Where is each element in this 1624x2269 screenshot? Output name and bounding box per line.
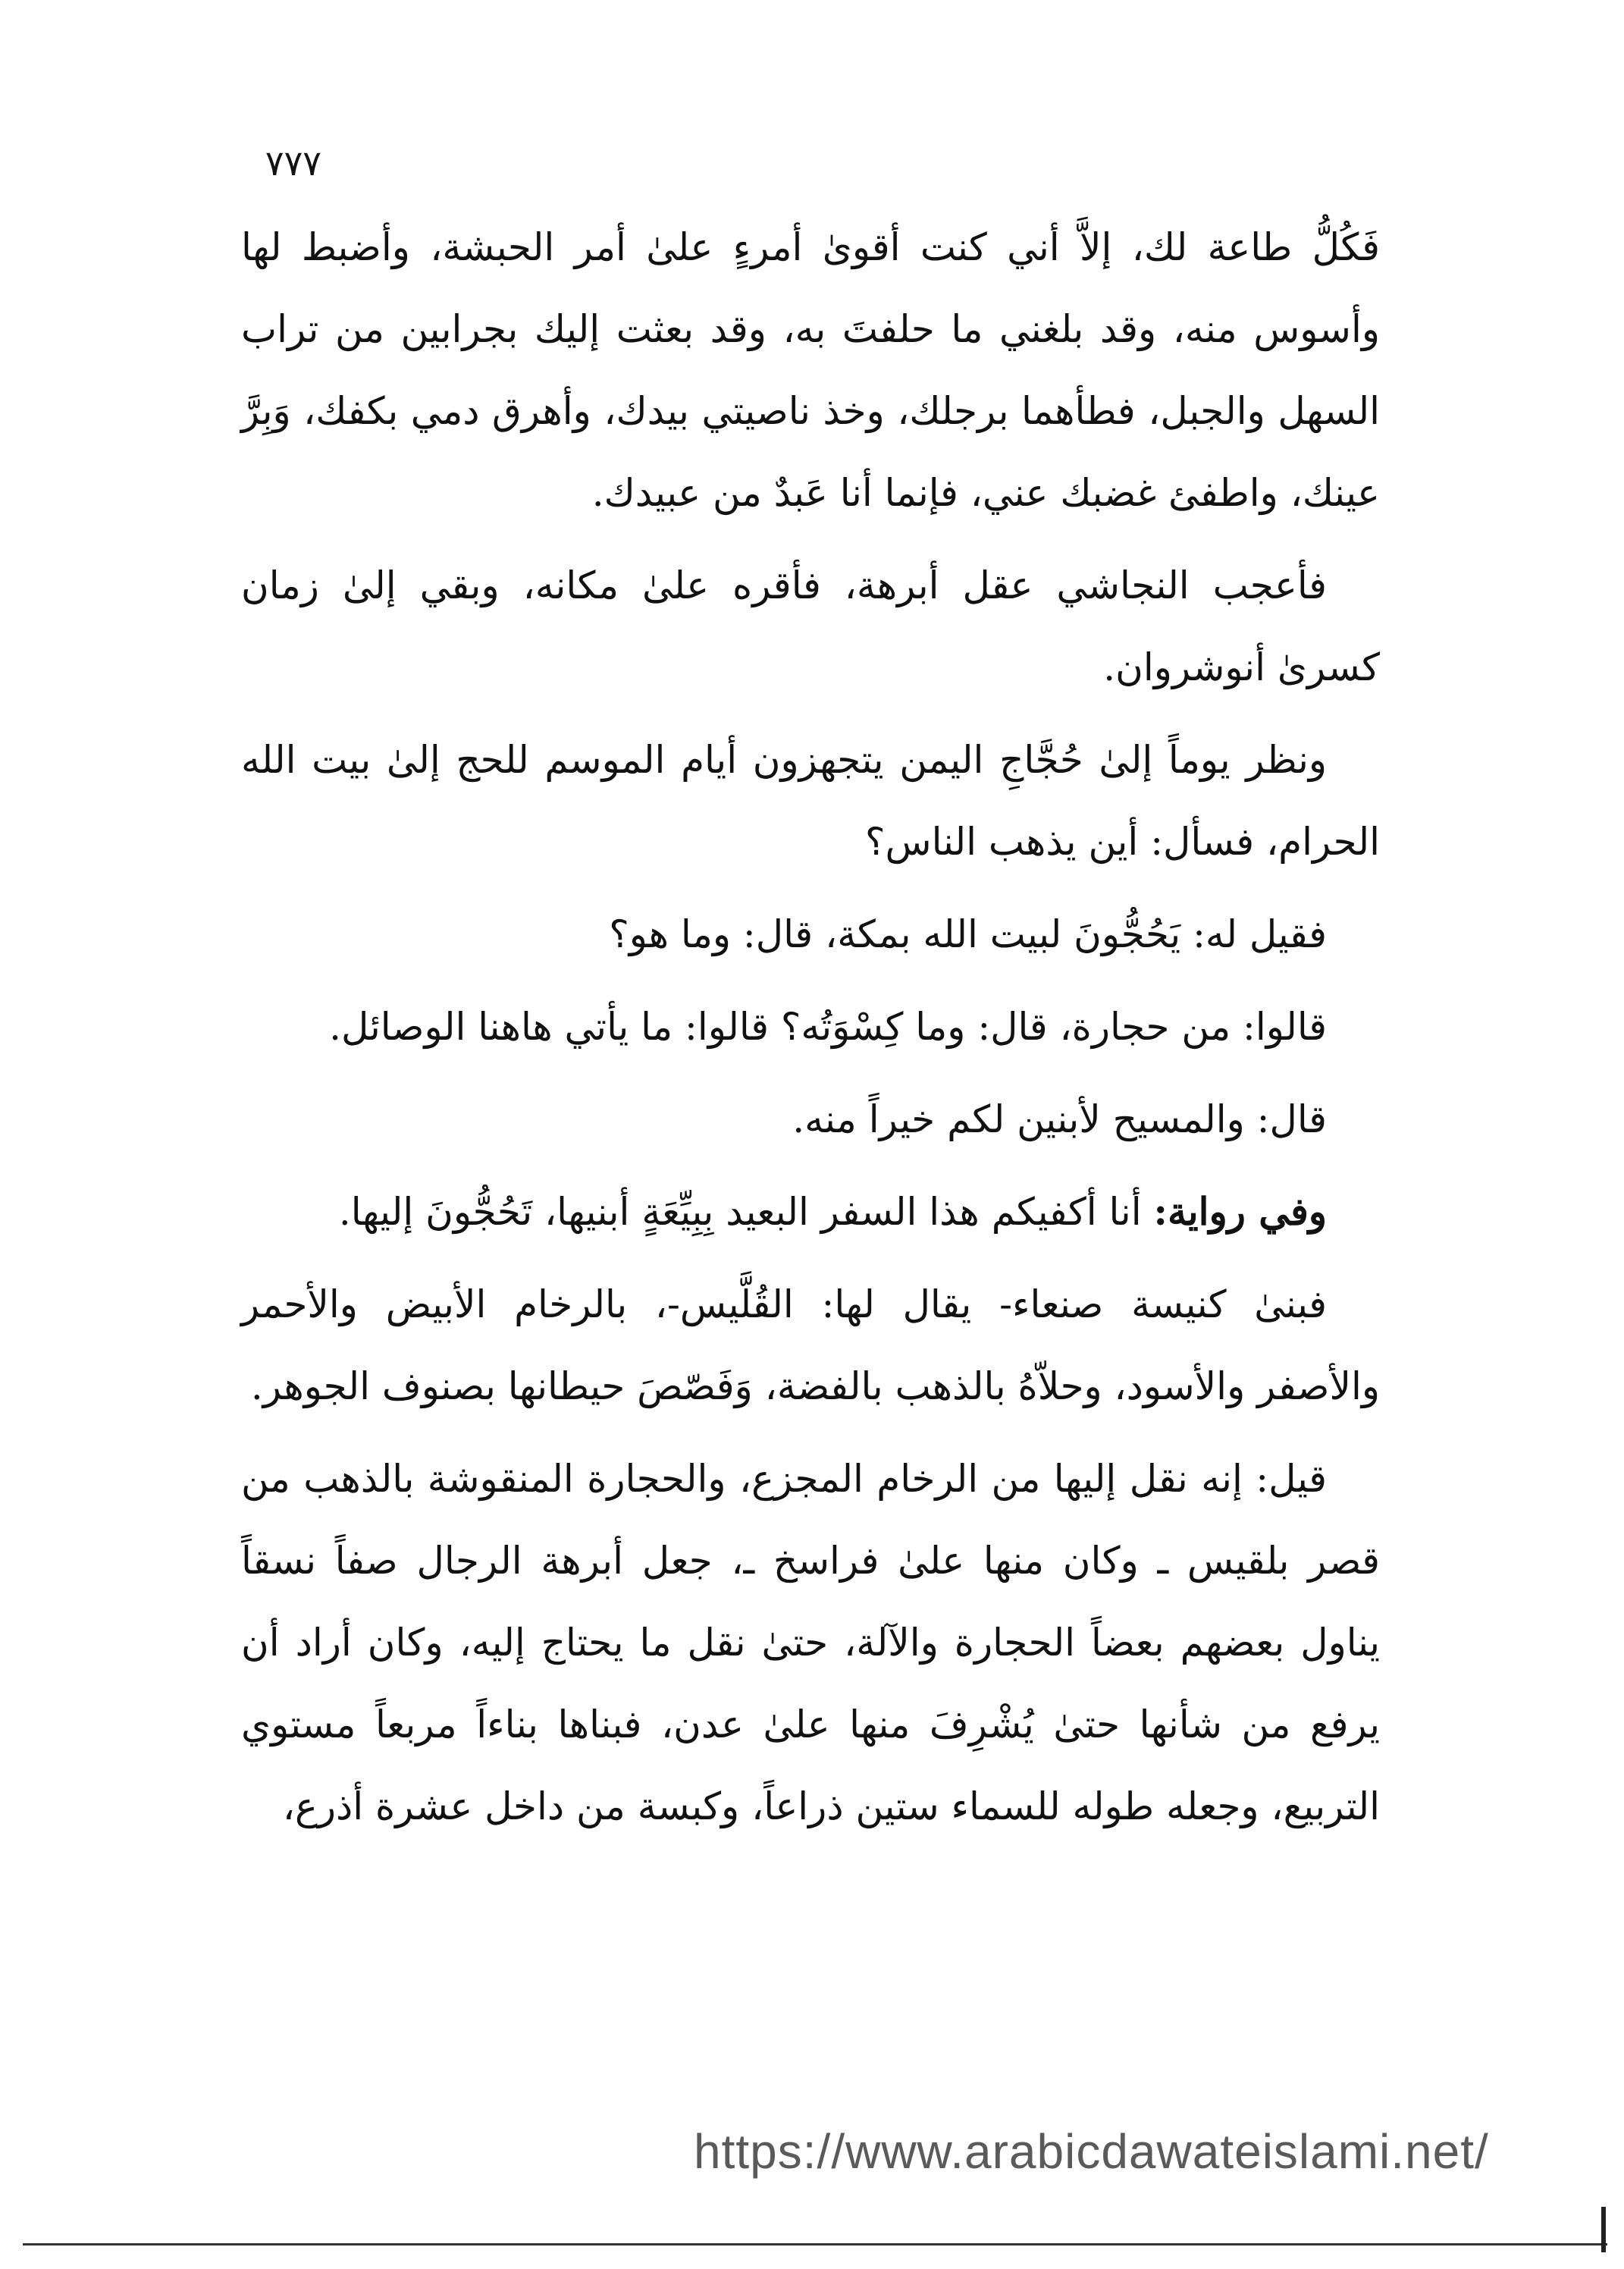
watermark-url: https://www.arabicdawateislami.net/ xyxy=(694,2124,1489,2179)
paragraph: فبنىٰ كنيسة صنعاء- يقال لها: القُلَّيس-، بالرخام الأبيض والأحمر والأصفر والأسود، وحلاّهُ بالذهب بالفضة، وَفَصّصَ حيطانها بصنوف الجوهر. xyxy=(241,1282,1380,1408)
bottom-rule xyxy=(23,2243,1607,2245)
paragraph: ونظر يوماً إلىٰ حُجَّاجِ اليمن يتجهزون أيام الموسم للحج إلىٰ بيت الله الحرام، فسأل: أين يذهب الناس؟ xyxy=(241,738,1380,864)
paragraph: فَكُلُّ طاعة لك، إلاَّ أني كنت أقوىٰ أمرءٍ علىٰ أمر الحبشة، وأضبط لها وأسوس منه، وقد بلغني ما حلفتَ به، وقد بعثت إليك بجرابين من تراب السهل والجبل، فطأهما برجلك، وخذ ناصيتي بيدك، وأهرق دمي بكفك، وَبِرَّ عينك، واطفئ غضبك عني، فإنما أنا عَبدٌ من عبيدك. xyxy=(241,225,1380,515)
paragraph: قال: والمسيح لأبنين لكم خيراً منه. xyxy=(792,1097,1327,1141)
edge-mark xyxy=(1601,2207,1606,2252)
paragraph-rest: أنا أكفيكم هذا السفر البعيد بِبِيِّعَةٍ أبنيها، تَحُجُّونَ إليها. xyxy=(338,1190,1154,1234)
page-number: ٧٧٧ xyxy=(265,143,321,184)
paragraph: قالوا: من حجارة، قال: وما كِسْوَتُه؟ قالوا: ما يأتي هاهنا الوصائل. xyxy=(329,1005,1327,1049)
body-text xyxy=(241,206,1380,1858)
paragraph: فأعجب النجاشي عقل أبرهة، فأقره علىٰ مكانه، وبقي إلىٰ زمان كسرىٰ أنوشروان. xyxy=(241,563,1380,689)
paragraph: فقيل له: يَحُجُّونَ لبيت الله بمكة، قال: وما هو؟ xyxy=(609,912,1327,956)
paragraph: قيل: إنه نقل إليها من الرخام المجزع، والحجارة المنقوشة بالذهب من قصر بلقيس ـ وكان منها علىٰ فراسخ ـ، جعل أبرهة الرجال صفاً نسقاً يناول بعضهم بعضاً الحجارة والآلة، حتىٰ نقل ما يحتاج إليه، وكان أراد أن يرفع من شأنها حتىٰ يُشْرِفَ منها علىٰ عدن، فبناها بناءاً مربعاً مستوي التربيع، وجعله طوله للسماء ستين ذراعاً، وكبسة من داخل عشرة أذرع، xyxy=(241,1457,1380,1828)
paragraph xyxy=(241,1171,1380,1253)
paragraph-lead: وفي رواية: xyxy=(1153,1189,1327,1234)
